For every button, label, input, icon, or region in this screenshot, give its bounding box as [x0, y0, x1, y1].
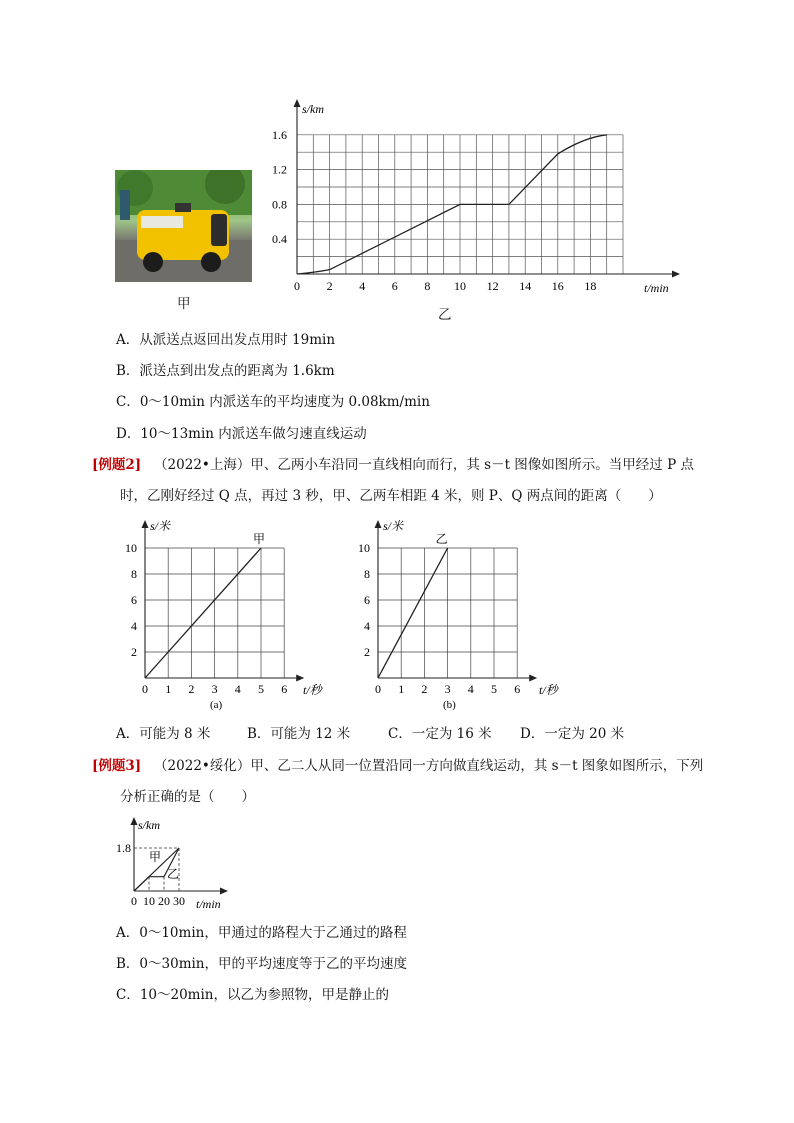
- distance-time-chart-b: [343, 512, 573, 717]
- graph-caption: 乙: [438, 307, 452, 323]
- y-tick-label: 10: [358, 541, 370, 555]
- y-tick-label: 0.4: [272, 232, 287, 247]
- q2-stem-line2: 时，乙刚好经过 Q 点，再过 3 秒，甲、乙两车相距 4 米，则 P、Q 两点间的距离（ ）: [120, 488, 662, 504]
- x-tick-label: 1: [398, 682, 405, 696]
- x-axis-label: t/秒: [303, 683, 322, 697]
- x-axis-arrow: [296, 675, 304, 682]
- q1-option-a: A．从派送点返回出发点用时 19min: [116, 332, 336, 348]
- x-tick-label: 18: [584, 279, 597, 293]
- photo-caption: 甲: [177, 296, 191, 312]
- x-tick-label: 3: [444, 682, 451, 696]
- x-tick-label: 8: [424, 279, 431, 293]
- series-line-jia: [145, 548, 261, 678]
- q2-tag: [例题2]: [92, 457, 142, 473]
- chart-caption: (a): [210, 699, 223, 711]
- q2-stem-line1: [92, 456, 694, 474]
- vehicle-illustration: [115, 170, 252, 282]
- y-tick-label: 2: [131, 645, 137, 659]
- q3-text-1: （2022•绥化）甲、乙二人从同一位置沿同一方向做直线运动，其 s－t 图象如图所示，下列: [154, 758, 704, 774]
- series-label-yi: 乙: [435, 532, 448, 546]
- x-tick-label: 16: [551, 279, 564, 293]
- x-tick-label: 4: [467, 682, 474, 696]
- y-axis-arrow: [294, 99, 301, 107]
- q3-tag: [例题3]: [92, 758, 142, 774]
- x-tick-label: 0: [142, 682, 148, 696]
- y-axis-label: s/米: [150, 519, 171, 533]
- x-tick-label: 0: [375, 682, 381, 696]
- y-tick-label: 8: [131, 567, 137, 581]
- q2-text-1: （2022•上海）甲、乙两小车沿同一直线相向而行，其 s－t 图像如图所示。当甲经过 P 点: [154, 457, 694, 473]
- q3-stem-line1: [92, 757, 703, 775]
- x-tick-label: 2: [326, 279, 333, 293]
- x-tick-label: 2: [421, 682, 428, 696]
- y-axis-label: s/km: [302, 102, 324, 116]
- x-tick-label: 0: [294, 279, 300, 293]
- y-axis-arrow: [375, 520, 382, 528]
- q1-option-b: B．派送点到出发点的距离为 1.6km: [116, 363, 335, 379]
- q3-option-c: C．10～20min，以乙为参照物，甲是静止的: [116, 987, 389, 1003]
- y-axis-label: s/km: [138, 818, 160, 832]
- x-axis-arrow: [672, 271, 680, 278]
- y-tick-label: 6: [364, 593, 370, 607]
- q3-option-b: B．0～30min，甲的平均速度等于乙的平均速度: [116, 956, 408, 972]
- y-tick-label: 1.2: [272, 162, 287, 177]
- x-tick-label: 12: [486, 279, 499, 293]
- series-label-yi: 乙: [167, 867, 180, 881]
- q2-option-c: C．一定为 16 米: [388, 726, 492, 742]
- q1-option-c: C．0～10min 内派送车的平均速度为 0.08km/min: [116, 394, 430, 410]
- x-tick-label: 4: [359, 279, 366, 293]
- y-tick-label: 0.8: [272, 197, 287, 212]
- x-tick-label: 5: [491, 682, 497, 696]
- series-label-jia: 甲: [149, 850, 162, 864]
- y-tick-label: 10: [125, 541, 137, 555]
- y-axis-arrow: [142, 520, 149, 528]
- x-tick-label: 6: [514, 682, 521, 696]
- y-axis-label: s/米: [383, 519, 404, 533]
- y-tick-label: 6: [131, 593, 137, 607]
- x-axis-arrow: [220, 888, 228, 895]
- distance-time-chart-q3: [110, 813, 250, 913]
- y-tick-label: 8: [364, 567, 370, 581]
- x-tick-label: 1: [165, 682, 172, 696]
- q3-stem-line2: 分析正确的是（ ）: [120, 789, 255, 805]
- q1-option-d: D．10～13min 内派送车做匀速直线运动: [116, 426, 367, 442]
- y-tick-label: 4: [131, 619, 137, 633]
- delivery-vehicle-photo: [115, 170, 252, 282]
- x-tick-label: 3: [211, 682, 218, 696]
- x-tick-label: 5: [258, 682, 264, 696]
- x-tick-label: 10: [454, 279, 466, 293]
- chart-caption: (b): [443, 699, 456, 711]
- x-axis-arrow: [529, 675, 537, 682]
- series-label-jia: 甲: [253, 532, 266, 546]
- x-tick-label: 14: [519, 279, 532, 293]
- distance-time-chart-a: [110, 512, 340, 717]
- x-tick-label: 4: [234, 682, 241, 696]
- x-axis-label: t/min: [644, 281, 669, 295]
- x-tick-label: 0: [131, 894, 137, 908]
- q3-option-a: A．0～10min，甲通过的路程大于乙通过的路程: [116, 925, 407, 941]
- x-tick-label: 10: [143, 894, 155, 908]
- y-tick-label: 4: [364, 619, 370, 633]
- x-tick-label: 30: [173, 894, 185, 908]
- x-axis-label: t/min: [196, 897, 221, 911]
- x-tick-label: 20: [158, 894, 170, 908]
- q2-option-d: D．一定为 20 米: [520, 726, 625, 742]
- y-axis-arrow: [131, 817, 138, 825]
- x-tick-label: 2: [188, 682, 195, 696]
- x-axis-label: t/秒: [539, 683, 558, 697]
- y-tick-label: 1.6: [272, 127, 287, 142]
- q2-option-b: B．可能为 12 米: [247, 726, 351, 742]
- x-tick-label: 6: [281, 682, 288, 696]
- y-tick-label: 2: [364, 645, 370, 659]
- x-tick-label: 6: [391, 279, 398, 293]
- q2-option-a: A．可能为 8 米: [116, 726, 211, 742]
- y-tick-label: 1.8: [116, 841, 131, 855]
- series-line-yi: [378, 548, 448, 678]
- distance-time-chart-q1: [260, 95, 690, 300]
